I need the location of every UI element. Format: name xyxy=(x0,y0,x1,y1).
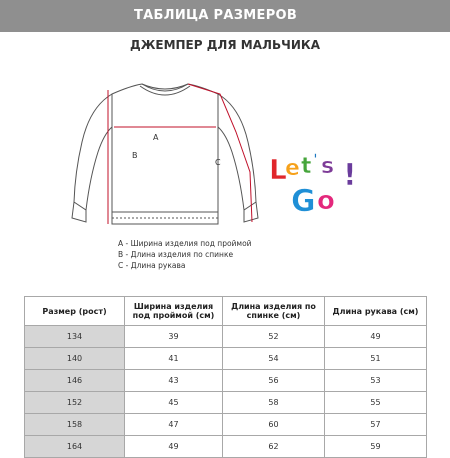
column-header-sleeve: Длина рукава (см) xyxy=(325,297,427,326)
size-table xyxy=(24,296,427,458)
sleeve-cell: 57 xyxy=(325,414,427,436)
header-bar xyxy=(0,0,450,32)
marker-b: B xyxy=(132,151,138,160)
sweater-body xyxy=(112,84,218,212)
marker-c: C xyxy=(215,158,221,167)
table-header-row xyxy=(25,297,427,326)
size-cell: 158 xyxy=(25,414,125,436)
svg-text:G: G xyxy=(291,184,316,219)
width-cell: 39 xyxy=(125,326,223,348)
sleeve-cell: 59 xyxy=(325,436,427,458)
legend-item-a: A - Ширина изделия под проймой xyxy=(118,239,252,248)
length-cell: 56 xyxy=(223,370,325,392)
svg-text:e: e xyxy=(285,156,300,181)
size-cell: 140 xyxy=(25,348,125,370)
length-cell: 62 xyxy=(223,436,325,458)
svg-text:!: ! xyxy=(343,158,357,193)
svg-text:t: t xyxy=(301,154,312,179)
width-cell: 49 xyxy=(125,436,223,458)
size-cell: 146 xyxy=(25,370,125,392)
size-cell: 134 xyxy=(25,326,125,348)
svg-text:o: o xyxy=(317,186,335,216)
product-title: ДЖЕМПЕР ДЛЯ МАЛЬЧИКА xyxy=(130,38,320,52)
length-cell: 52 xyxy=(223,326,325,348)
right-sleeve xyxy=(218,94,256,210)
measurement-legend xyxy=(118,238,252,271)
legend-item-b: B - Длина изделия по спинке xyxy=(118,250,234,259)
sleeve-cell: 49 xyxy=(325,326,427,348)
sleeve-cell: 55 xyxy=(325,392,427,414)
width-cell: 43 xyxy=(125,370,223,392)
marker-a: A xyxy=(153,133,159,142)
svg-text:s: s xyxy=(321,154,335,179)
length-cell: 54 xyxy=(223,348,325,370)
column-header-length: Длина изделия по спинке (см) xyxy=(223,297,325,326)
width-cell: 47 xyxy=(125,414,223,436)
left-sleeve xyxy=(74,94,112,210)
width-cell: 41 xyxy=(125,348,223,370)
table-row xyxy=(25,414,427,436)
table-row xyxy=(25,348,427,370)
header-title: ТАБЛИЦА РАЗМЕРОВ xyxy=(134,8,298,23)
length-cell: 58 xyxy=(223,392,325,414)
column-header-width: Ширина изделия под проймой (см) xyxy=(125,297,223,326)
width-cell: 45 xyxy=(125,392,223,414)
legend-item-c: C - Длина рукава xyxy=(118,261,186,270)
jumper-illustration xyxy=(60,72,270,237)
column-header-size: Размер (рост) xyxy=(25,297,125,326)
table-row xyxy=(25,326,427,348)
table-row xyxy=(25,370,427,392)
table-row xyxy=(25,436,427,458)
size-cell: 164 xyxy=(25,436,125,458)
size-cell: 152 xyxy=(25,392,125,414)
svg-text:': ' xyxy=(313,150,318,169)
table-row xyxy=(25,392,427,414)
length-cell: 60 xyxy=(223,414,325,436)
sleeve-cell: 53 xyxy=(325,370,427,392)
sleeve-cell: 51 xyxy=(325,348,427,370)
svg-text:L: L xyxy=(269,153,287,186)
lets-go-logo xyxy=(265,143,365,223)
